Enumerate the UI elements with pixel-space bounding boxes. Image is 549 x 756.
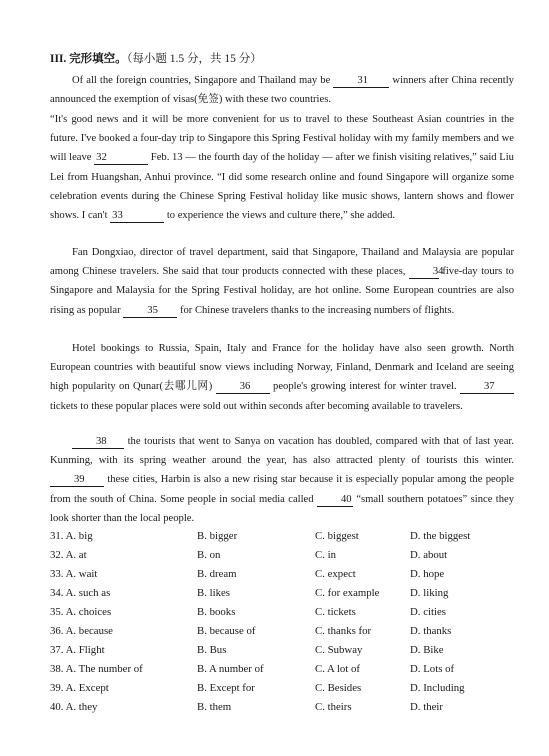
option-d[interactable]: D. cities (410, 606, 446, 618)
option-d[interactable]: D. Including (410, 682, 465, 694)
paragraph-text: Of all the foreign countries, Singapore and Thailand may be (72, 75, 331, 86)
blank-35[interactable]: 35 (123, 305, 177, 318)
paragraph-4 (50, 339, 514, 416)
paragraph-2 (50, 110, 514, 225)
option-row-36 (50, 622, 520, 641)
option-a[interactable]: 32. A. at (50, 549, 87, 561)
blank-32[interactable]: 32 (94, 152, 148, 165)
option-row-35 (50, 603, 520, 622)
option-row-40 (50, 698, 520, 717)
option-c[interactable]: C. thanks for (315, 625, 372, 637)
section-note: （每小题 1.5 分，共 15 分） (126, 53, 262, 65)
option-row-34 (50, 584, 520, 603)
option-b[interactable]: B. A number of (197, 663, 264, 675)
option-d[interactable]: D. liking (410, 587, 449, 599)
option-c[interactable]: C. in (315, 549, 336, 561)
section-number: III. (50, 53, 67, 65)
blank-37[interactable]: 37 (460, 381, 514, 394)
option-c[interactable]: C. biggest (315, 530, 359, 542)
blank-34[interactable]: 34 (409, 266, 439, 279)
paragraph-text: tickets to these popular places were sold out within seconds after becoming available to travelers. (50, 400, 463, 412)
option-d[interactable]: D. Bike (410, 644, 444, 656)
option-row-32 (50, 546, 520, 565)
blank-31[interactable]: 31 (333, 75, 389, 88)
option-c[interactable]: C. tickets (315, 606, 356, 618)
option-d[interactable]: D. hope (410, 568, 445, 580)
option-b[interactable]: B. Except for (197, 682, 255, 694)
option-a[interactable]: 35. A. choices (50, 606, 112, 618)
option-d[interactable]: D. thanks (410, 625, 452, 637)
option-row-39 (50, 679, 520, 698)
paragraph-text: winners after China recently announced the exemption of visas(免签) with these two countries. (50, 75, 514, 106)
section-heading (50, 52, 262, 67)
option-c[interactable]: C. Besides (315, 682, 362, 694)
option-b[interactable]: B. likes (197, 587, 230, 599)
option-c[interactable]: C. expect (315, 568, 356, 580)
option-c[interactable]: C. A lot of (315, 663, 360, 675)
blank-39[interactable]: 39 (50, 474, 104, 487)
paragraph-text: “It's good news and it will be more convenient for us to travel to these Southeast Asian countries in the future. I've booked a four-day trip to Singapore this Spring Festival holiday with my family members and we will leave (50, 114, 514, 164)
option-row-37 (50, 641, 520, 660)
blank-36[interactable]: 36 (216, 381, 270, 394)
option-b[interactable]: B. books (197, 606, 236, 618)
option-b[interactable]: B. because of (197, 625, 256, 637)
option-b[interactable]: B. dream (197, 568, 237, 580)
paragraph-text: Fan Dongxiao, director of travel department, said that Singapore, Thailand and Malaysia are popular among Chinese travelers. She said that tour products connected with these places, (50, 247, 514, 278)
paragraph-3 (50, 243, 514, 320)
option-c[interactable]: C. for example (315, 587, 380, 599)
option-a[interactable]: 34. A. such as (50, 587, 111, 599)
option-row-33 (50, 565, 520, 584)
blank-40[interactable]: 40 (317, 494, 353, 507)
blank-38[interactable]: 38 (72, 436, 124, 449)
option-row-38 (50, 660, 520, 679)
paragraph-text: “small southern potatoes” since they look shorter than the local people. (50, 493, 515, 524)
option-c[interactable]: C. Subway (315, 644, 363, 656)
paragraph-5 (50, 432, 514, 528)
option-a[interactable]: 33. A. wait (50, 568, 98, 580)
answer-options (50, 527, 520, 717)
blank-33[interactable]: 33 (110, 210, 164, 223)
option-a[interactable]: 40. A. they (50, 701, 98, 713)
option-a[interactable]: 31. A. big (50, 530, 93, 542)
option-d[interactable]: D. Lots of (410, 663, 455, 675)
paragraph-text: Hotel bookings to Russia, Spain, Italy and France for the holiday have also seen growth. North European countries with beautiful snow views including Norway, Finland, Denmark and Iceland are seeing high popularity on Qunar(去哪儿网) (50, 343, 514, 393)
paragraph-text: these cities, Harbin is also a new rising star because it is especially popular among the people from the south of China. Some people in social media called (50, 474, 514, 505)
option-a[interactable]: 36. A. because (50, 625, 113, 637)
option-a[interactable]: 39. A. Except (50, 682, 109, 694)
paragraph-text: people's growing interest for winter travel. (273, 381, 457, 393)
paragraph-text: Feb. 13 — the fourth day of the holiday — after we finish visiting relatives,” said Liu Lei from Huangshan, Anhui province. “I did some research online and found Singapore will organize some celebration events during the Chinese Spring Festival holiday like music shows, lantern shows and flower shows. I can't (50, 152, 514, 222)
option-c[interactable]: C. theirs (315, 701, 352, 713)
option-b[interactable]: B. Bus (197, 644, 227, 656)
paragraph-text: for Chinese travelers thanks to the increasing numbers of flights. (179, 304, 455, 316)
paragraph-1 (50, 71, 514, 109)
option-a[interactable]: 37. A. Flight (50, 644, 105, 656)
option-d[interactable]: D. their (410, 701, 443, 713)
paragraph-text: five-day tours to Singapore and Malaysia for the Spring Festival holiday, are hot online. Some European countries are also rising as popular (50, 266, 514, 316)
option-row-31 (50, 527, 520, 546)
option-b[interactable]: B. them (197, 701, 232, 713)
option-b[interactable]: B. on (197, 549, 221, 561)
paragraph-text: to experience the views and culture there,” she added. (166, 210, 396, 222)
option-d[interactable]: D. about (410, 549, 448, 561)
option-b[interactable]: B. bigger (197, 530, 238, 542)
paragraph-text: the tourists that went to Sanya on vacation has doubled, compared with that of last year. Kunming, with its spring weather around the year, has also attracted plenty of tourists this winter. (50, 436, 514, 467)
section-title: 完形填空。 (69, 53, 127, 65)
option-d[interactable]: D. the biggest (410, 530, 471, 542)
option-a[interactable]: 38. A. The number of (50, 663, 143, 675)
